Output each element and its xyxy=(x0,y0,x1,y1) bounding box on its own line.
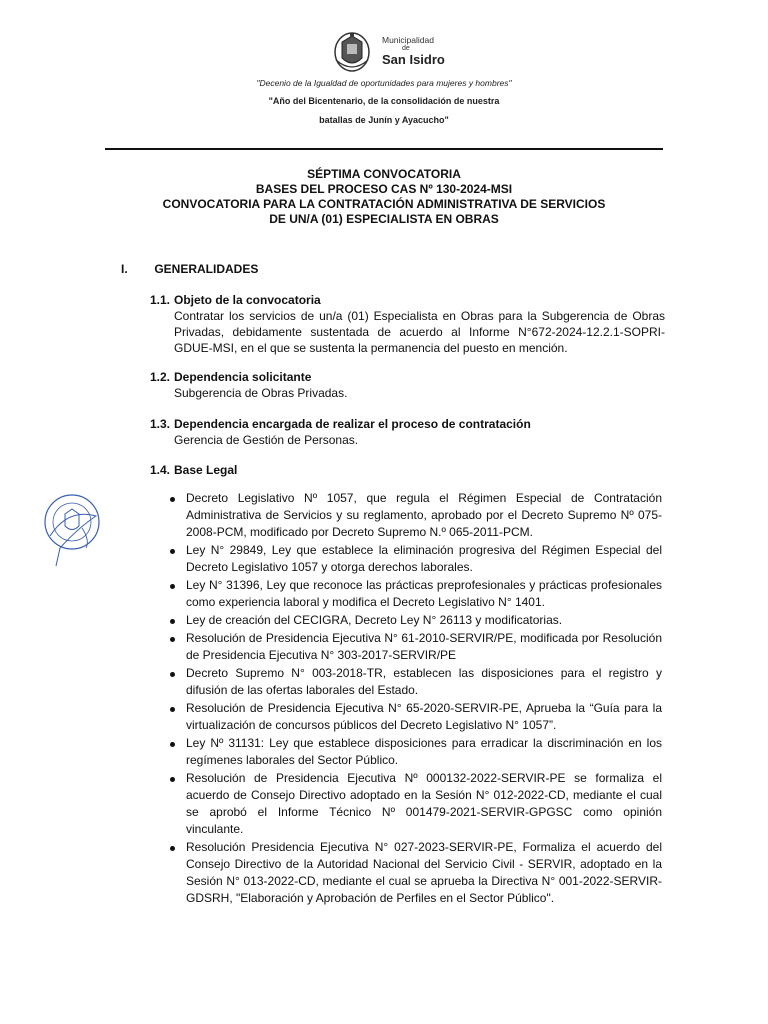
bullet-icon xyxy=(170,707,175,712)
list-item: Resolución de Presidencia Ejecutiva Nº 000132-2022-SERVIR-PE se formaliza el acuerdo de Consejo Directivo adoptado en la Sesión N° 012-2022-CD, mediante el cual se aprobó el Informe Técnico Nº 001479-2021-SERVIR-GPGSC como opinión vinculante. xyxy=(170,770,662,838)
list-item: Resolución Presidencia Ejecutiva N° 027-2023-SERVIR-PE, Formaliza el acuerdo del Consejo Directivo de la Autoridad Nacional del Servicio Civil - SERVIR, adoptado en la Sesión N° 013-2022-CD, mediante el cual se aprueba la Directiva N° 001-2022-SERVIR-GDSRH, "Elaboración y Aprobación de Perfiles en el Sector Público". xyxy=(170,839,662,907)
subsection-body: Gerencia de Gestión de Personas. xyxy=(174,433,359,447)
list-item: Decreto Legislativo Nº 1057, que regula el Régimen Especial de Contratación Administrativa de Servicios y su reglamento, aprobado por el Decreto Supremo Nº 075-2008-PCM, modificado por Decreto Supremo N.º 065-2011-PCM. xyxy=(170,490,662,541)
bullet-icon xyxy=(170,549,175,554)
subsection-number: 1.1. xyxy=(150,293,171,307)
title-line: DE UN/A (01) ESPECIALISTA EN OBRAS xyxy=(269,212,499,226)
title-line: BASES DEL PROCESO CAS Nº 130-2024-MSI xyxy=(255,182,513,196)
subsection-body: Contratar los servicios de un/a (01) Especialista en Obras para la Subgerencia de Obras Privadas, debidamente sustentada de acuerdo al Informe N°672-2024-12.2.1-SOPRI-GDUE-MSI, en el que se sustenta la permanencia del puesto en mención. xyxy=(174,309,665,355)
header-divider xyxy=(105,148,663,150)
section-number: I. xyxy=(121,262,128,276)
list-item: Ley N° 29849, Ley que establece la eliminación progresiva del Régimen Especial del Decreto Legislativo 1057 y otorga derechos laborales. xyxy=(170,542,662,576)
bullet-icon xyxy=(170,497,175,502)
list-item: Ley N° 31396, Ley que reconoce las prácticas preprofesionales y prácticas profesionales como experiencia laboral y modifica el Decreto Legislativo N° 1401. xyxy=(170,577,662,611)
bullet-icon xyxy=(170,619,175,624)
title-line: SÉPTIMA CONVOCATORIA xyxy=(307,167,461,181)
subsection-number: 1.3. xyxy=(150,417,171,431)
section-title: GENERALIDADES xyxy=(154,262,259,276)
subsection-title: Objeto de la convocatoria xyxy=(174,293,321,307)
municipality-logo xyxy=(330,30,490,74)
coat-of-arms-icon xyxy=(330,30,378,74)
subsection-1-3 xyxy=(150,416,665,448)
subsection-1-2 xyxy=(150,369,665,401)
bullet-icon xyxy=(170,672,175,677)
bullet-icon xyxy=(170,584,175,589)
subsection-1-4 xyxy=(150,462,665,478)
subsection-title: Dependencia encargada de realizar el proceso de contratación xyxy=(174,417,531,431)
logo-line-1: Municipalidad xyxy=(382,35,434,45)
subsection-title: Base Legal xyxy=(174,463,238,477)
decenio-slogan: "Decenio de la Igualdad de oportunidades para mujeres y hombres" xyxy=(256,78,512,88)
bullet-icon xyxy=(170,742,175,747)
bullet-icon xyxy=(170,637,175,642)
list-item: Ley de creación del CECIGRA, Decreto Ley N° 26113 y modificatorias. xyxy=(170,612,662,629)
subsection-1-1 xyxy=(150,292,665,356)
section-heading xyxy=(121,262,258,276)
year-slogan-line-1: "Año del Bicentenario, de la consolidación de nuestra xyxy=(268,96,500,106)
bullet-icon xyxy=(170,846,175,851)
subsection-number: 1.2. xyxy=(150,370,171,384)
subsection-body: Subgerencia de Obras Privadas. xyxy=(174,386,348,400)
logo-line-2: de xyxy=(402,44,410,52)
logo-line-3: San Isidro xyxy=(382,51,445,67)
bullet-icon xyxy=(170,777,175,782)
year-slogan-line-2: batallas de Junín y Ayacucho" xyxy=(319,115,449,125)
official-stamp-icon xyxy=(38,488,108,568)
list-item: Resolución de Presidencia Ejecutiva N° 61-2010-SERVIR/PE, modificada por Resolución de Presidencia Ejecutiva N° 303-2017-SERVIR/PE xyxy=(170,630,662,664)
list-item: Ley Nº 31131: Ley que establece disposiciones para erradicar la discriminación en los regímenes laborales del Sector Público. xyxy=(170,735,662,769)
list-item: Resolución de Presidencia Ejecutiva N° 65-2020-SERVIR-PE, Aprueba la “Guía para la virtualización de concursos públicos del Decreto Legislativo N° 1057”. xyxy=(170,700,662,734)
subsection-number: 1.4. xyxy=(150,463,171,477)
document-title-block xyxy=(104,167,664,227)
subsection-title: Dependencia solicitante xyxy=(174,370,312,384)
title-line: CONVOCATORIA PARA LA CONTRATACIÓN ADMINISTRATIVA DE SERVICIOS xyxy=(162,197,606,211)
legal-basis-list xyxy=(170,490,662,908)
list-item: Decreto Supremo N° 003-2018-TR, establecen las disposiciones para el registro y difusión de las ofertas laborales del Estado. xyxy=(170,665,662,699)
